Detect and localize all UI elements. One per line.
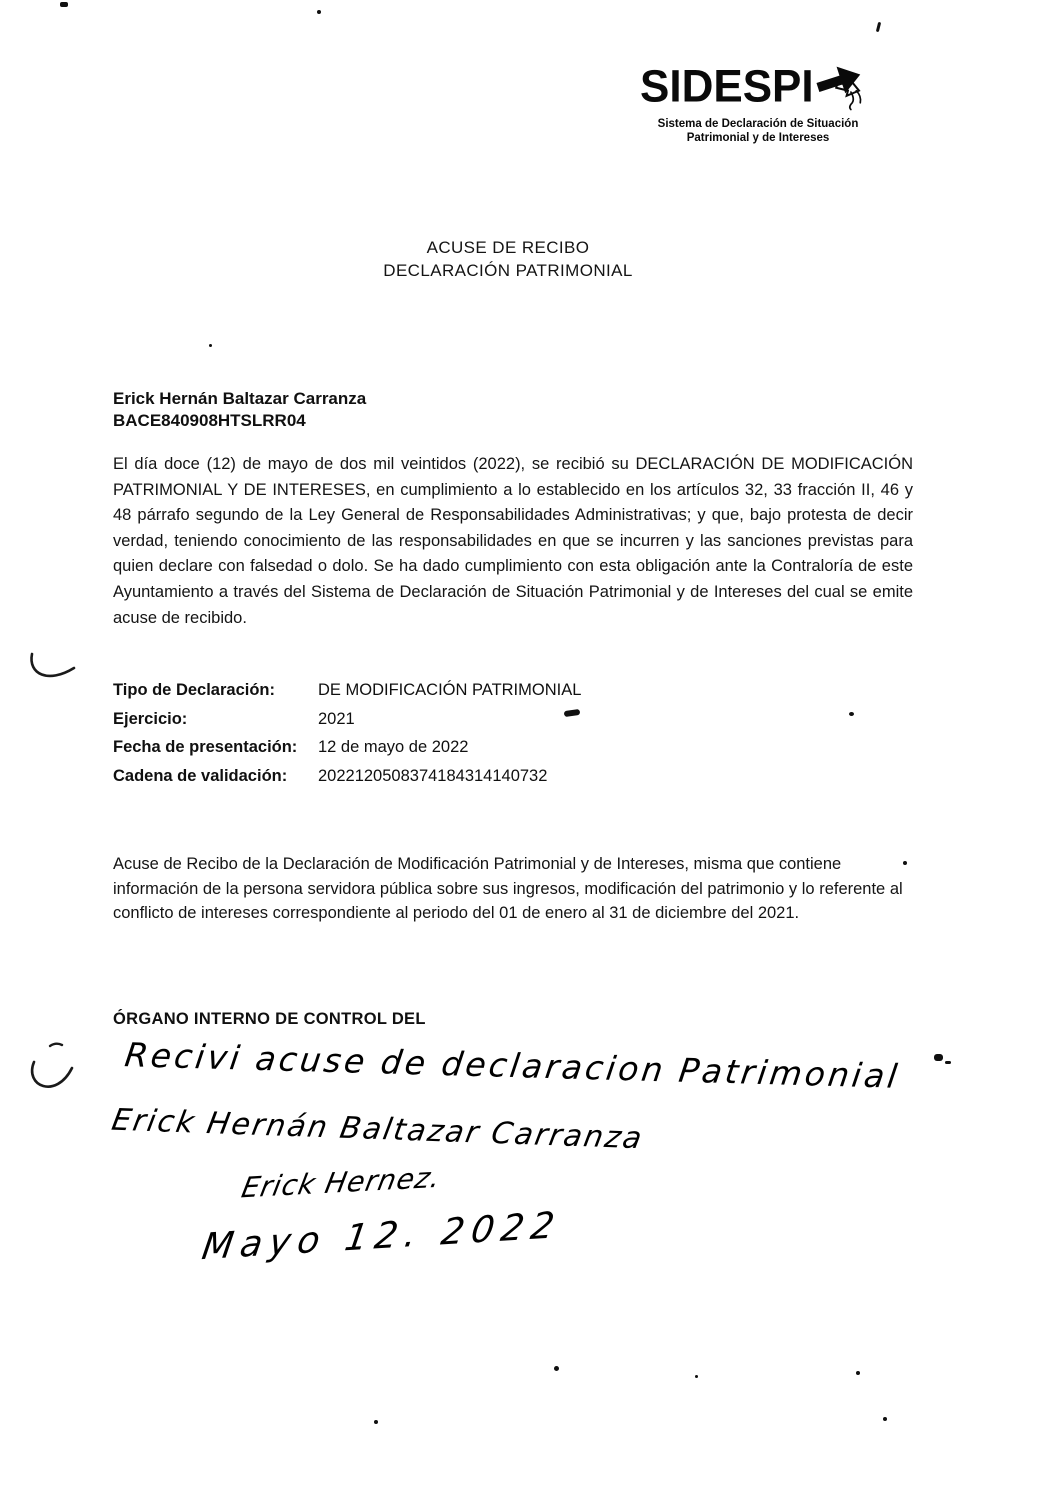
handwritten-receipt-note: Recivi acuse de declaracion Patrimonial [122,1035,903,1096]
title-line1: ACUSE DE RECIBO [426,238,590,257]
detail-value: DE MODIFICACIÓN PATRIMONIAL [318,681,582,699]
scan-speck [856,1371,860,1375]
organ-heading: ÓRGANO INTERNO DE CONTROL DEL [113,1010,426,1028]
declarant-block [113,388,366,432]
scan-speck [883,1417,887,1421]
handwritten-name: Erick Hernán Baltazar Carranza [109,1102,647,1157]
scan-speck [317,10,321,14]
pen-circle-mark [22,1038,82,1100]
declarant-curp: BACE840908HTSLRR04 [113,411,306,430]
scan-speck [849,712,854,716]
detail-label: Ejercicio: [113,709,188,728]
sidespi-wordmark: SIDESPI [640,61,814,112]
detail-row-tipo [113,681,581,700]
body-paragraph: El día doce (12) de mayo de dos mil veintidos (2022), se recibió su DECLARACIÓN DE MODIFICACIÓN PATRIMONIAL Y DE INTERESES, en cumplimiento a lo establecido en los artículos 32, 33 fracción II, 46 y 48 párrafo segundo de la Ley General de Responsabilidades Administrativas; y que, bajo protesta de decir verdad, teniendo conocimiento de las responsabilidades en que se incurren y las sanciones previstas para quien declare con falsedad o dolo. Se ha dado cumplimiento con esta obligación ante la Contraloría de este Ayuntamiento a través del Sistema de Declaración de Situación Patrimonial y de Intereses del cual se emite acuse de recibido. [113,455,913,627]
scan-speck [60,2,68,7]
scan-speck [695,1375,698,1378]
handwritten-signature: Erick Hernez. [238,1160,444,1205]
stray-apostrophe-mark [876,22,881,32]
sidespi-logo [640,58,876,145]
detail-value: 2021 [318,709,355,728]
detail-row-cadena [113,767,581,786]
detail-label: Cadena de validación: [113,766,288,785]
logo-tagline-line2: Patrimonial y de Intereses [686,131,830,144]
ink-blot [934,1054,943,1061]
scan-speck [374,1420,378,1424]
detail-value: 12 de mayo de 2022 [318,738,469,756]
ink-blot [945,1061,951,1064]
detail-label: Tipo de Declaración: [113,681,275,699]
declaration-details [113,681,581,795]
document-title [258,236,758,282]
detail-value: 2022120508374184314140732 [318,766,548,785]
summary-paragraph: Acuse de Recibo de la Declaración de Modificación Patrimonial y de Intereses, misma que contiene información de la persona servidora pública sobre sus ingresos, modificación del patrimonio y lo referente al conflicto de intereses correspondiente al periodo del 01 de enero al 31 de diciembre del 2021. [113,855,903,922]
double-arrow-icon [816,52,876,116]
detail-label: Fecha de presentación: [113,738,298,756]
title-line2: DECLARACIÓN PATRIMONIAL [383,261,633,280]
handwritten-date: Mayo 12. 2022 [199,1204,564,1269]
pen-arc-mark [26,648,78,688]
detail-row-ejercicio [113,710,581,729]
detail-row-fecha [113,738,581,757]
scan-speck [903,861,907,865]
logo-tagline-line1: Sistema de Declaración de Situación [657,118,859,130]
declarant-name: Erick Hernán Baltazar Carranza [113,389,367,408]
scan-speck [209,344,212,347]
scan-speck [554,1366,559,1371]
